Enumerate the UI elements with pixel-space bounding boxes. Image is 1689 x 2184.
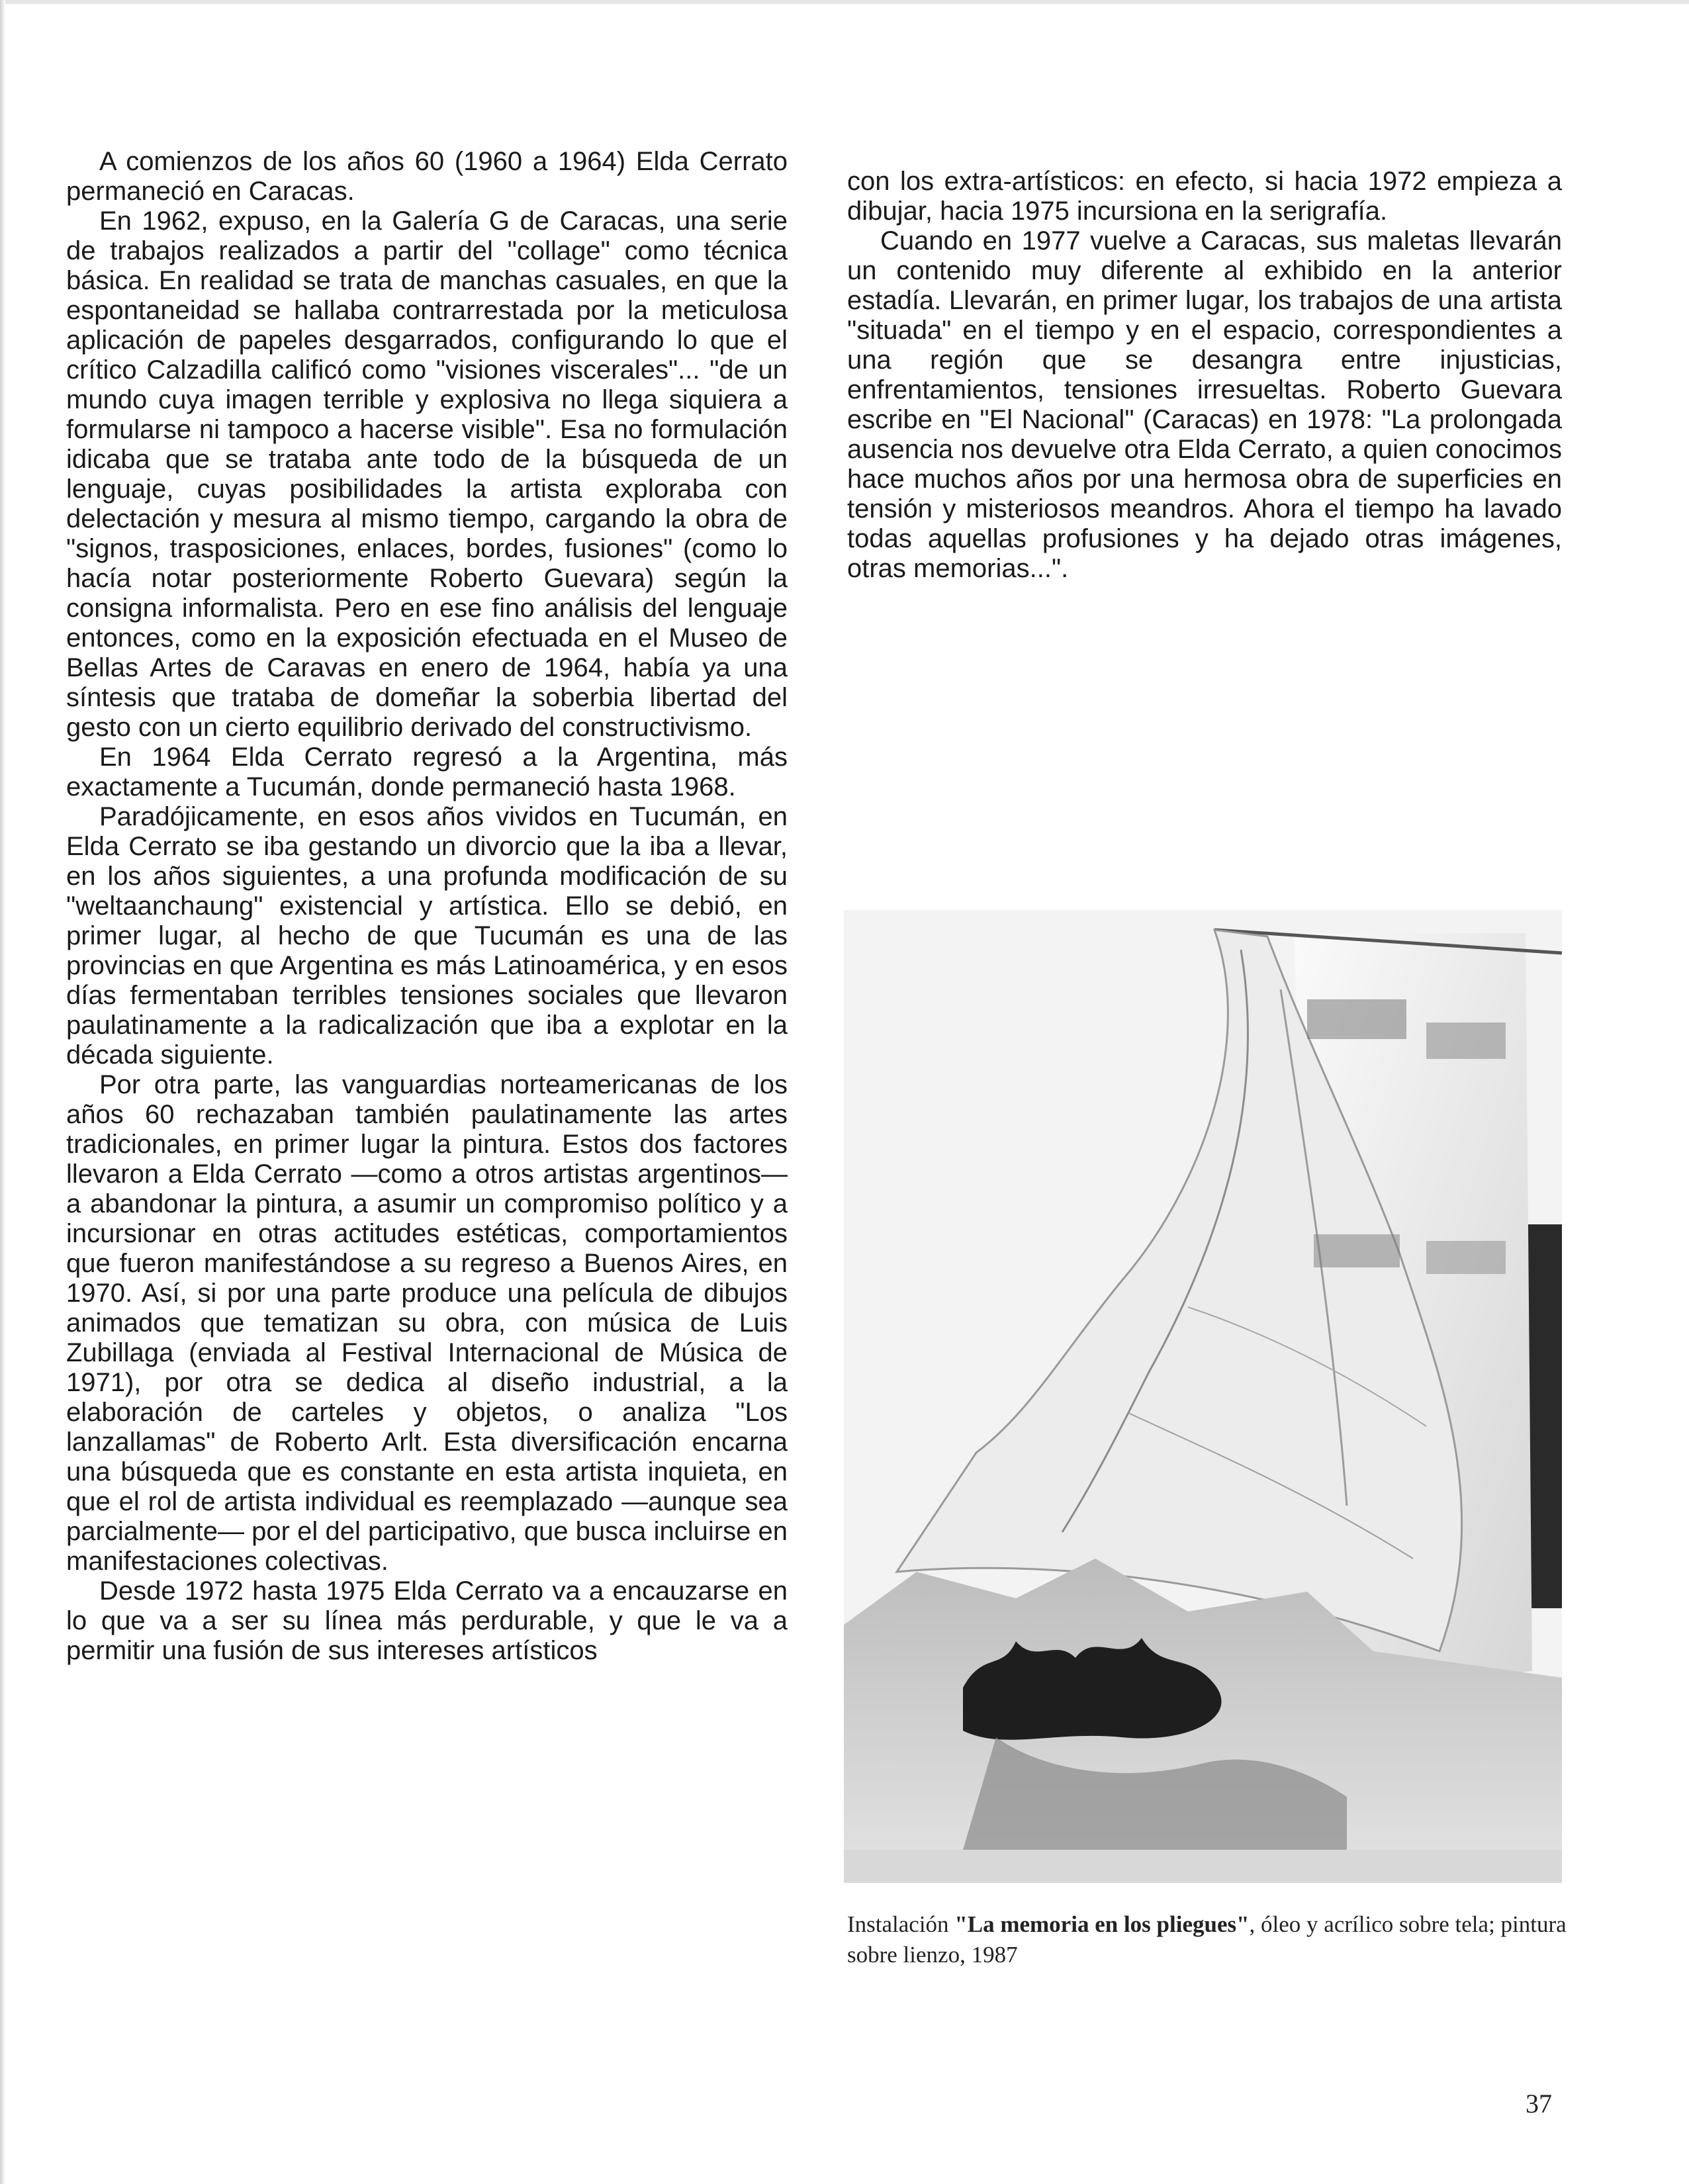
caption-suffix: , óleo y acrílico sobre tela; pintura sobre lienzo, 1987 bbox=[847, 1911, 1567, 1968]
scan-top-edge bbox=[0, 0, 1689, 4]
paragraph: Por otra parte, las vanguardias norteamericanas de los años 60 rechazaban también paulatinamente las artes tradicionales, en primer lugar la pintura. Estos dos factores llevaron a Elda Cerrato —como a otros artistas argentinos— a abandonar la pintura, a asumir un compromiso político y a incursionar en otras actitudes estéticas, comportamientos que fueron manifestándose a su regreso a Buenos Aires, en 1970. Así, si por una parte produce una película de dibujos animados que tematizan su obra, con música de Luis Zubillaga (enviada al Festival Internacional de Música de 1971), por otra se dedica al diseño industrial, a la elaboración de carteles y objetos, o analiza "Los lanzallamas" de Roberto Arlt. Esta diversificación encarna una búsqueda que es constante en esta artista inquieta, en que el rol de artista individual es reemplazado —aunque sea parcialmente— por el del participativo, que busca incluirse en manifestaciones colectivas. bbox=[66, 1070, 788, 1576]
paragraph: Paradójicamente, en esos años vividos en Tucumán, en Elda Cerrato se iba gestando un divorcio que la iba a llevar, en los años siguientes, a una profunda modificación de su "weltaanchaung" existencial y artística. Ello se debió, en primer lugar, al hecho de que Tucumán es una de las provincias en que Argentina es más Latinoamérica, y en esos días fermentaban terribles tensiones sociales que llevaron paulatinamente a la radicalización que iba a explotar en la década siguiente. bbox=[66, 802, 788, 1069]
installation-photo bbox=[844, 910, 1562, 1883]
caption-title: "La memoria en los pliegues" bbox=[954, 1911, 1250, 1937]
page-number: 37 bbox=[1526, 2089, 1552, 2118]
paragraph: A comienzos de los años 60 (1960 a 1964) Elda Cerrato permaneció en Caracas. bbox=[66, 147, 788, 206]
paragraph: En 1962, expuso, en la Galería G de Caracas, una serie de trabajos realizados a partir del "collage" como técnica básica. En realidad se trata de manchas casuales, en que la espontaneidad se hallaba contrarrestada por la meticulosa aplicación de papeles desgarrados, configurando lo que el crítico Calzadilla calificó como "visiones viscerales"... "de un mundo cuya imagen terrible y explosiva no llega siquiera a formularse ni tampoco a hacerse visible". Esa no formulación idicaba que se trataba ante todo de la búsqueda de un lenguaje, cuyas posibilidades la artista exploraba con delectación y mesura al mismo tiempo, cargando la obra de "signos, trasposiciones, enlaces, bordes, fusiones" (como lo hacía notar posteriormente Roberto Guevara) según la consigna informalista. Pero en ese fino análisis del lenguaje entonces, como en la exposición efectuada en el Museo de Bellas Artes de Caravas en enero de 1964, había ya una síntesis que trataba de domeñar la soberbia libertad del gesto con un cierto equilibrio derivado del constructivismo. bbox=[66, 206, 788, 742]
figure-caption bbox=[847, 1909, 1569, 1970]
scan-left-edge bbox=[0, 0, 5, 2184]
caption-prefix: Instalación bbox=[847, 1911, 955, 1937]
continued-paragraph: con los extra-artísticos: en efecto, si hacia 1972 empieza a dibujar, hacia 1975 incursiona en la serigrafía. bbox=[847, 167, 1562, 226]
paragraph: Cuando en 1977 vuelve a Caracas, sus maletas llevarán un contenido muy diferente al exhibido en la anterior estadía. Llevarán, en primer lugar, los trabajos de una artista "situada" en el tiempo y en el espacio, correspondientes a una región que se desangra entre injusticias, enfrentamientos, tensiones irresueltas. Roberto Guevara escribe en "El Nacional" (Caracas) en 1978: "La prolongada ausencia nos devuelve otra Elda Cerrato, a quien conocimos hace muchos años por una hermosa obra de superficies en tensión y misteriosos meandros. Ahora el tiempo ha lavado todas aquellas profusiones y ha dejado otras imágenes, otras memorias...". bbox=[847, 226, 1562, 583]
left-text-column bbox=[66, 147, 788, 1666]
right-text-column bbox=[847, 167, 1562, 584]
paragraph: En 1964 Elda Cerrato regresó a la Argentina, más exactamente a Tucumán, donde permaneció hasta 1968. bbox=[66, 743, 788, 801]
paragraph: Desde 1972 hasta 1975 Elda Cerrato va a encauzarse en lo que va a ser su línea más perdurable, y que le va a permitir una fusión de sus intereses artísticos bbox=[66, 1576, 788, 1665]
